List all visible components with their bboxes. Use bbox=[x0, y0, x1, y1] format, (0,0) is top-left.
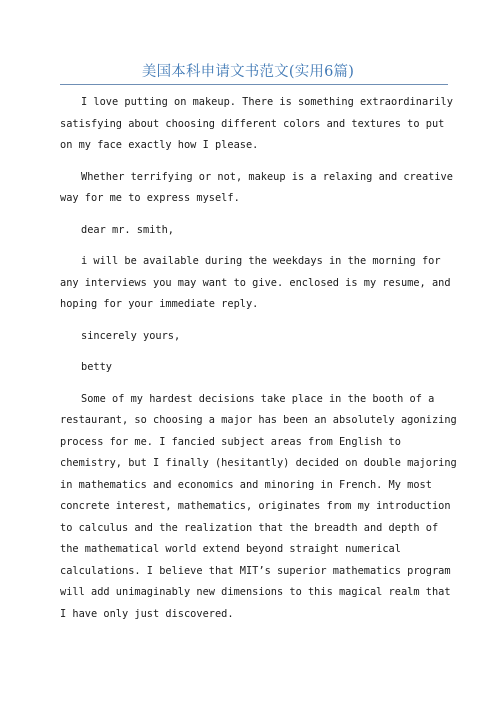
text-line: betty bbox=[81, 361, 112, 373]
paragraph-gap bbox=[60, 347, 450, 357]
document-body bbox=[60, 92, 457, 625]
text-line: i will be available during the weekdays in the morning for bbox=[81, 255, 441, 267]
letter-salutation bbox=[60, 220, 450, 242]
text-line: Whether terrifying or not, makeup is a relaxing and creative bbox=[81, 170, 453, 183]
text-line: sincerely yours, bbox=[81, 329, 181, 342]
text-line: dear mr. smith, bbox=[81, 223, 174, 236]
letter-body bbox=[60, 251, 450, 316]
paragraph-makeup-express bbox=[60, 167, 453, 210]
paragraph-gap bbox=[60, 241, 450, 251]
text-line: to calculus and the realization that the breadth and depth of bbox=[60, 521, 439, 534]
text-line: restaurant, so choosing a major has been an absolutely agonizing bbox=[60, 414, 457, 426]
text-line: chemistry, but I finally (hesitantly) decided on double majoring bbox=[60, 457, 457, 469]
paragraph-makeup-intro bbox=[60, 92, 453, 157]
document-title: 美国本科申请文书范文(实用6篇) bbox=[141, 64, 355, 80]
letter-signature bbox=[60, 357, 450, 379]
paragraph-gap bbox=[60, 210, 450, 220]
text-line: I have only just discovered. bbox=[60, 607, 234, 620]
title-divider bbox=[60, 84, 448, 85]
text-line: the mathematical world extend beyond straight numerical bbox=[60, 543, 401, 555]
text-line: process for me. I fancied subject areas from English to bbox=[60, 435, 401, 448]
paragraph-gap bbox=[60, 316, 450, 326]
text-line: any interviews you may want to give. enclosed is my resume, and bbox=[60, 276, 451, 289]
text-line: hoping for your immediate reply. bbox=[60, 298, 259, 310]
text-line: way for me to express myself. bbox=[60, 192, 240, 204]
paragraph-choosing-major bbox=[60, 389, 457, 626]
text-line: I love putting on makeup. There is something extraordinarily bbox=[81, 96, 453, 108]
text-line: in mathematics and economics and minoring in French. My most bbox=[60, 478, 432, 491]
paragraph-gap bbox=[60, 379, 450, 389]
paragraph-gap bbox=[60, 157, 450, 167]
text-line: will add unimaginably new dimensions to this magical realm that bbox=[60, 586, 451, 598]
text-line: on my face exactly how I please. bbox=[60, 139, 259, 151]
text-line: satisfying about choosing different colors and textures to put bbox=[60, 117, 445, 130]
text-line: Some of my hardest decisions take place in the booth of a bbox=[81, 392, 435, 405]
text-line: concrete interest, mathematics, originates from my introduction bbox=[60, 500, 451, 512]
text-line: calculations. I believe that MIT’s superior mathematics program bbox=[60, 564, 451, 577]
letter-closing bbox=[60, 326, 450, 348]
